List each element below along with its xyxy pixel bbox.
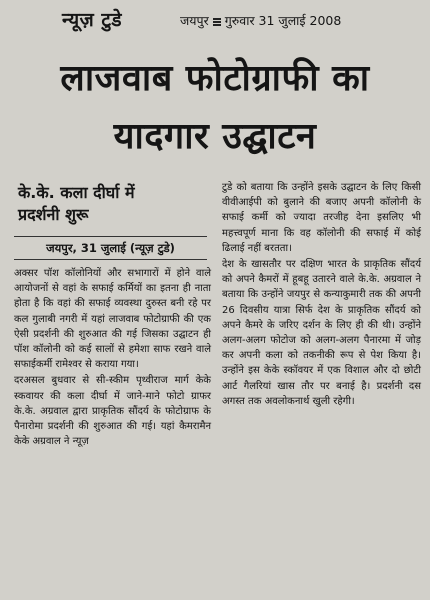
dateline: [180, 12, 341, 29]
divider: [14, 259, 207, 260]
separator-icon: [213, 17, 221, 26]
column-left: [8, 180, 213, 590]
dateline-city: जयपुर: [180, 13, 209, 28]
divider: [14, 236, 207, 237]
subheadline: [18, 182, 213, 226]
paragraph-4: देश के खासतौर पर दक्षिण भारत के प्राकृतिक सौंदर्य को अपने कैमरों में हूबहू उतारने वाले के.के. अग्रवाल ने बताया कि उन्होंने जयपुर से कन्याकुमारी तक की अपनी 26 दिवसीय यात्रा सिर्फ देश के प्राकृतिक सौंदर्य को अपने कैमरे के जरिए दर्शन के लिए ही की थी। उन्होंने अलग-अलग फोटोज को अलग-अलग पैनारमा में जोड़ कर अपनी कला को तकनीकी रूप से पेश किया है। उन्होंने इस केके स्कॉवयर में एक विशाल और दो छोटी आर्ट गैलरियां खास तौर पर बनाई है। प्रदर्शनी दस अगस्त तक अवलोकनार्थ खुली रहेगी।: [222, 259, 421, 407]
subheadline-line-1: के.के. कला दीर्घा में: [18, 183, 135, 202]
dateline-date: गुरुवार 31 जुलाई 2008: [224, 13, 342, 28]
paragraph-1: अक्सर पॉश कॉलोनियों और सभागारों में होने वाले आयोजनों से वहां के सफाई कर्मियों का इतना ही नाता होता है कि वहां की सफाई व्यवस्था दुरुस्त बनी रहे पर कल गुलाबी नगरी में यहां लाजवाब फोटोग्राफी की एक ऐसी प्रदर्शनी की शुरुआत की गई जिसका उद्घाटन ही पॉश कॉलोनी को कई सालों से हमेशा साफ रखने वाले सफाईकर्मी रामेश्वर से कराया गया।: [14, 268, 211, 371]
byline: जयपुर, 31 जुलाई (न्यूज़ टुडे): [46, 241, 175, 255]
newspaper-name: न्यूज़ टुडे: [62, 9, 123, 31]
headline-line-2: यादगार उद्घाटन: [113, 116, 317, 157]
subheadline-line-2: प्रदर्शनी शुरू: [18, 205, 89, 224]
masthead: [0, 6, 430, 34]
column-right: [218, 180, 423, 590]
paragraph-3: टुडे को बताया कि उन्होंने इसके उद्घाटन के लिए किसी वीवीआईपी को बुलाने की बजाए अपनी कॉलोनी के सफाई कर्मी को ज्यादा तरजीह देना इसलिए भी महत्त्वपूर्ण माना कि वह कॉलोनी की सफाई में कोई ढिलाई नहीं बरतता।: [222, 182, 421, 254]
headline: [8, 50, 422, 166]
paragraph-2: दरअसल बुधवार से सी-स्कीम पृथ्वीराज मार्ग केके स्कवायर की कला दीर्घा में जाने-माने फोटो ग्राफर के.के. अग्रवाल द्वारा प्राकृतिक सौंदर्य के फोटोग्राफ के पैनारोमा प्रदर्शनी की शुरुआत की गई। यहां कैमरामैन केके अग्रवाल ने न्यूज़: [14, 375, 211, 448]
headline-line-1: लाजवाब फोटोग्राफी का: [60, 58, 370, 99]
